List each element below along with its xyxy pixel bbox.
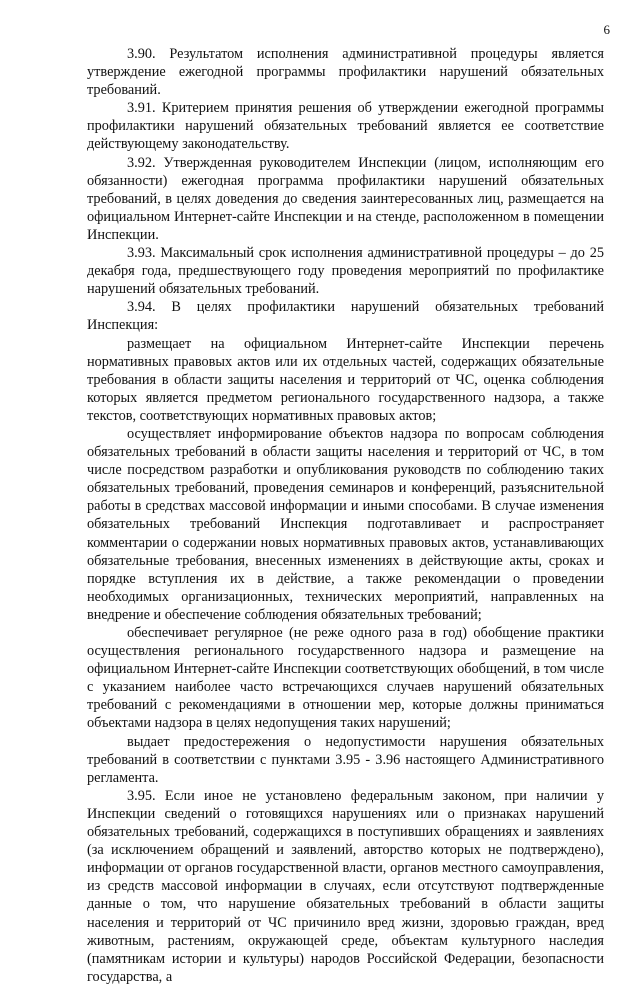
paragraph-3-94-item-2: осуществляет информирование объектов надзора по вопросам соблюдения обязательных требований в области защиты населения и территорий от ЧС, в том числе посредством разработки и опубликования руководств по соблюдению таких обязательных требований, проведения семинаров и конференций, разъяснительной работы в средствах массовой информации и иными способами. В случае изменения обязательных требований Инспекция подготавливает и распространяет комментарии о содержании новых нормативных правовых актов, устанавливающих обязательные требования, внесенных изменениях в действующие акты, сроках и порядке вступления их в действие, а также рекомендации о проведении необходимых организационных, технических мероприятий, направленных на внедрение и обеспечение соблюдения обязательных требований; [87,425,604,623]
paragraph-3-94-item-1: размещает на официальном Интернет-сайте Инспекции перечень нормативных правовых актов или их отдельных частей, содержащих обязательные требования в области защиты населения и территорий от ЧС, оценка соблюдения которых является предметом регионального государственного надзора, а также текстов, соответствующих нормативных правовых актов; [87,335,604,424]
page-number: 6 [603,22,610,37]
document-body [87,45,604,986]
paragraph-3-90: 3.90. Результатом исполнения административной процедуры является утверждение ежегодной программы профилактики нарушений обязательных требований. [87,46,604,99]
paragraph-3-93: 3.93. Максимальный срок исполнения административной процедуры – до 25 декабря года, предшествующего году проведения мероприятий по профилактике нарушений обязательных требований. [87,245,604,298]
paragraph-3-95: 3.95. Если иное не установлено федеральным законом, при наличии у Инспекции сведений о готовящихся нарушениях или о признаках нарушений обязательных требований, содержащихся в поступивших обращениях и заявлениях (за исключением обращений и заявлений, авторство которых не подтверждено), информации от органов государственной власти, органов местного самоуправления, из средств массовой информации в случаях, если отсутствуют подтвержденные данные о том, что нарушение обязательных требований в области защиты населения и территорий от ЧС причинило вред жизни, здоровью граждан, вред животным, растениям, окружающей среде, объектам культурного наследия (памятникам истории и культуры) народов Российской Федерации, безопасности государства, а [87,787,604,985]
paragraph-3-91: 3.91. Критерием принятия решения об утверждении ежегодной программы профилактики нарушений обязательных требований является ее соответствие действующему законодательству. [87,100,604,153]
paragraph-3-92: 3.92. Утвержденная руководителем Инспекции (лицом, исполняющим его обязанности) ежегодная программа профилактики нарушений обязательных требований, в целях доведения до сведения заинтересованных лиц, размещается на официальном Интернет-сайте Инспекции и на стенде, расположенном в помещении Инспекции. [87,154,604,243]
paragraph-3-94-item-3: обеспечивает регулярное (не реже одного раза в год) обобщение практики осуществления регионального государственного надзора и размещение на официальном Интернет-сайте Инспекции соответствующих обобщений, в том числе с указанием наиболее часто встречающихся случаев нарушений обязательных требований с рекомендациями в отношении мер, которые должны приниматься объектами надзора в целях недопущения таких нарушений; [87,625,604,732]
paragraph-3-94: 3.94. В целях профилактики нарушений обязательных требований Инспекция: [87,299,604,334]
paragraph-3-94-item-4: выдает предостережения о недопустимости нарушения обязательных требований в соответствии с пунктами 3.95 - 3.96 настоящего Административного регламента. [87,733,604,786]
